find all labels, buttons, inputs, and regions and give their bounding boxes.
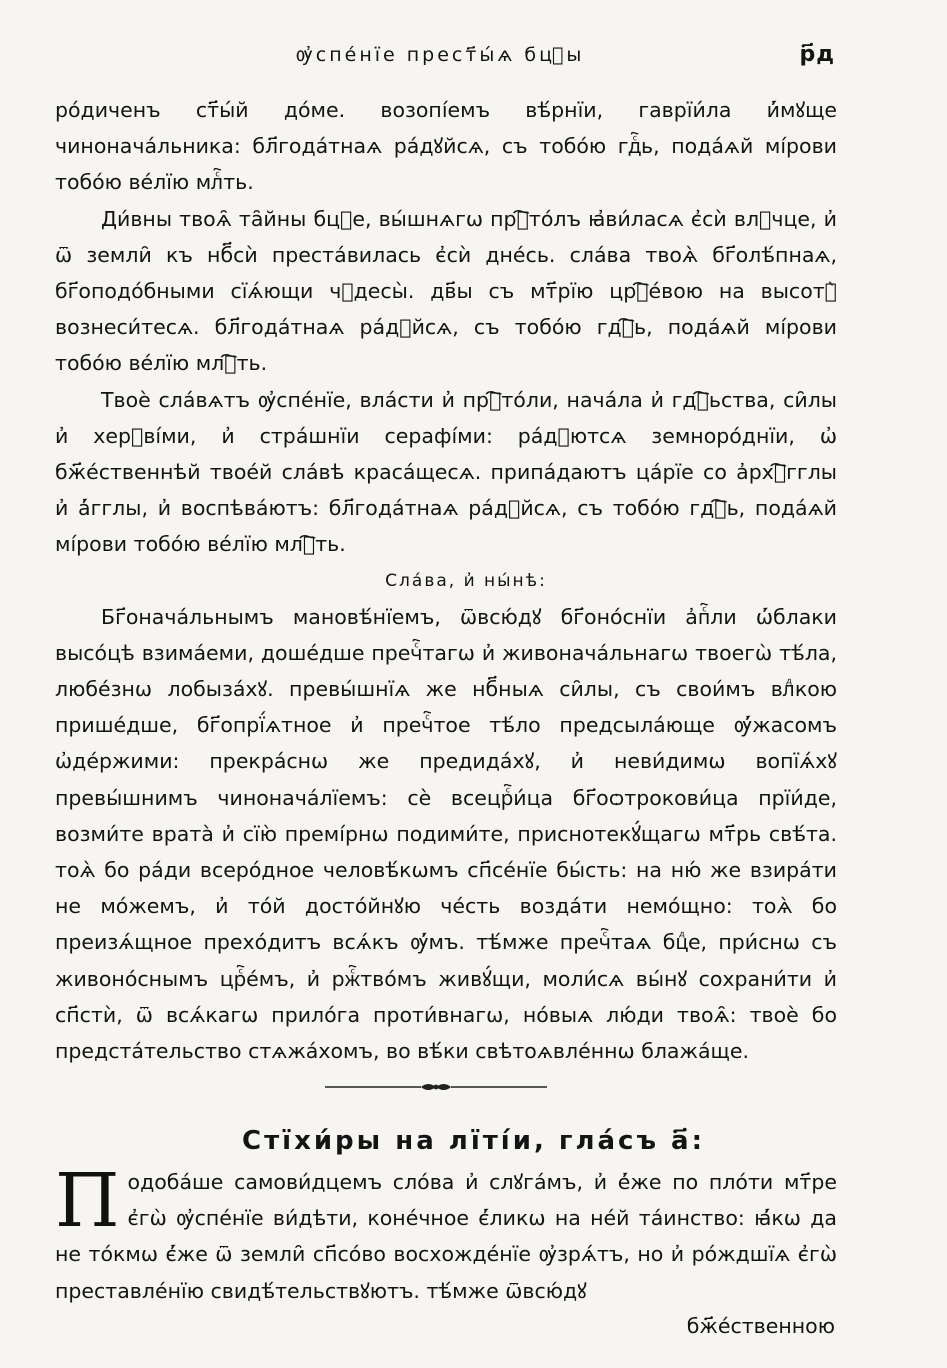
stichera-body: одоба́ше самови́дцемъ сло́ва и҆ слꙋга́мъ, и҆ е҆́же по пло́ти мт҃ре є҆гѡ̀ ѹ҆спе́нїе ви́дѣти, коне́чное є҆́ликѡ на не́й та́инство: ꙗ҆́кѡ да не то́кмѡ є҆́же ѿ земли̑ сп҃со́во восхожде́нїе ѹ҆зрѧ́тъ, но и҆ ро́ждшїѧ є҆гѡ̀ преставле́нїю свидѣ́тельствꙋютъ. тѣ́мже ѿвсю́дꙋ	[55, 1170, 837, 1303]
section-title: Стїхи́ры на лїті́и, гла́съ а҃:	[242, 1126, 705, 1156]
catchword: бж҃е́ственною	[686, 1314, 835, 1338]
page-number: р҃д	[799, 42, 835, 67]
drop-cap: П	[55, 1158, 120, 1244]
running-title: ѹ҆спе́нїе прест҃ы́ѧ бцⷣы	[295, 44, 585, 66]
running-header	[0, 44, 947, 78]
gloria-heading: Сла́ва, и҆ ны́нѣ:	[385, 570, 547, 591]
paragraph-1: ро́диченъ ст҃ы́й до́ме. возопі́емъ вѣ́рнїи, гаврїи́ла и҆́мꙋще чинонача́льника: бл҃года́тнаѧ ра́дꙋйсѧ, съ тобо́ю гдⷭ҇ь, пода́ѧй мі́рови тобо́ю ве́лїю млⷭ҇ть.	[55, 98, 837, 195]
paragraph-2: Ди́вны твоѧ̑ та̑йны бцⷣе, вы́шнѧгѡ прⷭ҇то́лъ ꙗ҆ви́ласѧ є҆сѝ влⷣчце, и҆ ѿ земли̑ къ нб҃сѝ преста́вилась є҆сѝ дне́сь. сла́ва твоѧ̀ бг҃олѣ́пнаѧ, бг҃оподо́бными сїѧ́ющи чꙋдесы̀. дв҃ы съ мт҃рїю црⷭ҇е́вою на высотꙋ̀ вознеси́тесѧ. бл҃года́тнаѧ ра́дꙋйсѧ, съ тобо́ю гдⷭ҇ь, пода́ѧй мі́рови тобо́ю ве́лїю млⷭ҇ть.	[55, 206, 837, 376]
ornamental-divider	[325, 1080, 547, 1094]
paragraph-3: Твоѐ сла́вѧтъ ѹ҆спе́нїе, вла́сти и҆ прⷭ҇то́ли, нача́ла и҆ гдⷭ҇ьства, си̑лы и҆ херꙋві́ми, и҆ стра́шнїи серафі́ми: ра́дꙋютсѧ земноро́днїи, ѡ҆ бж҃е́ственнѣй твое́й сла́вѣ краса́щесѧ. припа́даютъ ца́рїе со а҆рхⷢ҇гглы и҆ а҆́гглы, и҆ воспѣва́ютъ: бл҃года́тнаѧ ра́дꙋйсѧ, съ тобо́ю гдⷭ҇ь, пода́ѧй мі́рови тобо́ю ве́лїю млⷭ҇ть.	[55, 387, 837, 557]
stichera-text	[55, 1158, 837, 1309]
dogmatic-paragraph: Бг҃онача́льнымъ мановѣ́нїемъ, ѿвсю́дꙋ бг҃оно́снїи а҆пⷭ҇ли ѡ҆́блаки высо́цѣ взима́еми, доше́дше пречⷭ҇тагѡ и҆ живонача́льнагѡ твоегѡ̀ тѣ́ла, любе́знѡ лобыза́хꙋ. превы́шнїѧ же нб҃ныѧ си̑лы, съ свои́мъ влⷣкою прише́дше, бг҃опрї́ѧтное и҆ пречⷭ҇тое тѣ́ло предсыла́юще ѹ҆́жасомъ ѡ҆де́ржими: прекра́снѡ же предида́хꙋ, и҆ неви́димѡ вопїѧ́хꙋ превы́шнимъ чинонача́лїемъ: сѐ всецрⷭ҇и́ца бг҃оѻтрокови́ца прїи́де, возми́те врата̀ и҆ сїю̀ премі́рнѡ подими́те, приснотекꙋ́щагѡ мт҃рь свѣ́та. тоѧ̀ бо ра́ди всеро́дное человѣ́кѡмъ сп҃се́нїе бы́сть: на ню́ же взира́ти не мо́жемъ, и҆ то́й досто́йнꙋю че́сть возда́ти немо́щно: тоѧ̀ бо преизѧ́щное прехо́дитъ всѧ́къ ѹ҆́мъ. тѣ́мже пречⷭ҇таѧ бцⷣе, при́снѡ съ живоно́снымъ црⷭ҇е́мъ, и҆ ржⷭ҇тво́мъ живꙋ́щи, моли́сѧ вы́нꙋ сохрани́ти и҆ сп҃стѝ, ѿ всѧ́кагѡ прило́га проти́внагѡ, но́выѧ лю́ди твоѧ̑: твоѐ бо предста́тельство стѧжа́хомъ, во вѣ́ки свѣтоѧвле́ннѡ блажа́ще.	[55, 604, 837, 1064]
main-text	[55, 92, 837, 1069]
